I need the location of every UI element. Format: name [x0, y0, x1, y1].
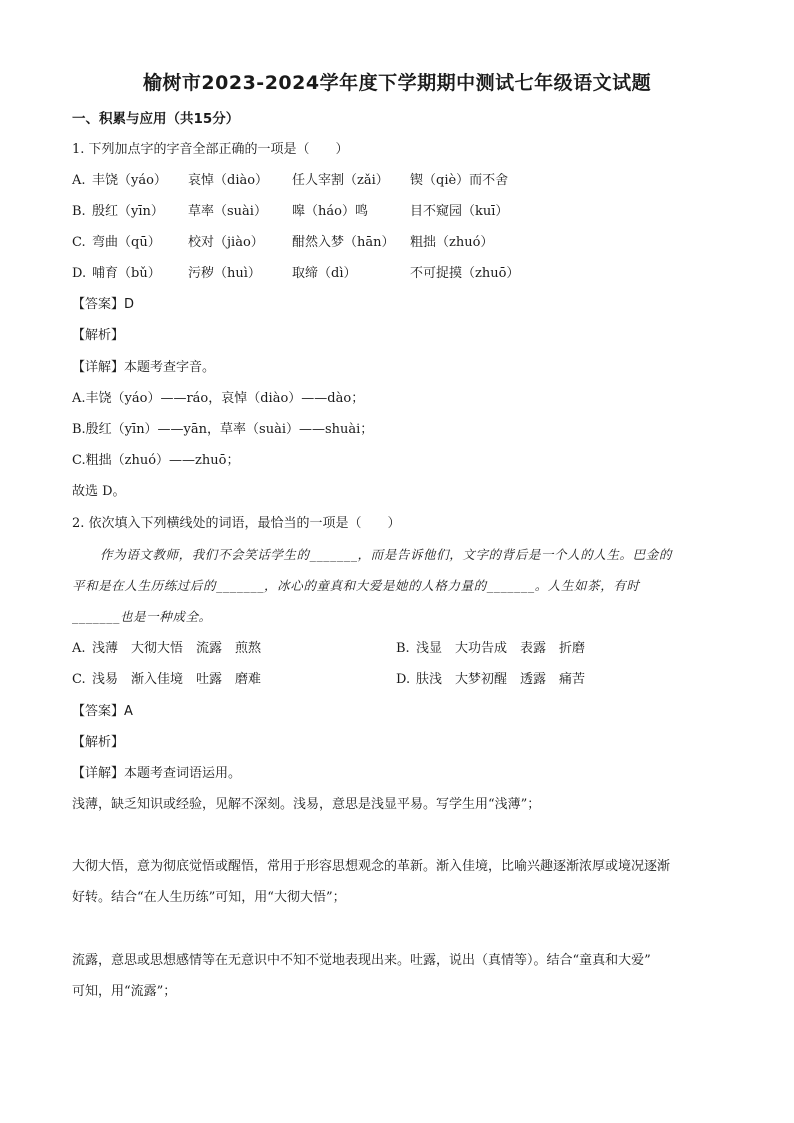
q2-answer: 【答案】A: [72, 704, 133, 719]
option-letter: C.: [72, 235, 86, 250]
option-item: 目不窥园（kuī）: [410, 204, 509, 219]
option-item: 不可捉摸（zhuō）: [410, 266, 520, 281]
page-title: 榆树市2023-2024学年度下学期期中测试七年级语文试题: [142, 72, 652, 94]
option-item: 丰饶（yáo）: [92, 173, 167, 188]
q1-detail: 【详解】本题考查字音。: [72, 360, 216, 375]
option-item: 哀悼（diào）: [188, 173, 269, 188]
q1-explanation-c: C.粗拙（zhuó）——zhuō；: [72, 453, 240, 468]
option-text: 浅显 大功告成 表露 折磨: [416, 641, 586, 656]
option-text: 浅易 渐入佳境 吐露 磨难: [92, 672, 262, 687]
option-item: 草率（suài）: [188, 204, 267, 219]
q2-explanation-1: 浅薄，缺乏知识或经验，见解不深刻。浅易，意思是浅显平易。写学生用“浅薄”；: [72, 797, 541, 812]
option-item: 哺育（bǔ）: [92, 266, 161, 281]
option-text: 肤浅 大梦初醒 透露 痛苦: [416, 672, 586, 687]
option-letter: D.: [72, 266, 87, 281]
option-letter: A.: [72, 173, 86, 188]
q1-explanation-b: B.殷红（yīn）——yān，草率（suài）——shuài；: [72, 422, 374, 437]
option-letter: C.: [72, 672, 86, 687]
q2-option-c: [72, 671, 261, 689]
option-item: 殷红（yīn）: [92, 204, 164, 219]
option-item: 酣然入梦（hān）: [292, 235, 395, 250]
option-letter: A.: [72, 641, 86, 656]
q2-detail: 【详解】本题考查词语运用。: [72, 766, 242, 781]
option-item: 取缔（dì）: [292, 266, 357, 281]
q1-answer: 【答案】D: [72, 297, 135, 312]
q1-option-d: [72, 265, 519, 283]
q2-explanation-2b: 好转。结合“在人生历练”可知，用“大彻大悟”；: [72, 890, 346, 905]
q1-option-a: [72, 172, 508, 190]
q2-option-b: [396, 640, 585, 658]
option-item: 锲（qiè）而不舍: [410, 173, 509, 188]
q1-explanation-a: A.丰饶（yáo）——ráo，哀悼（diào）——dào；: [72, 391, 365, 406]
q2-passage-line: 平和是在人生历练过后的_______，冰心的童真和大爱是她的人格力量的_______。人生如茶，有时: [72, 578, 640, 593]
q2-explanation-2a: 大彻大悟，意为彻底觉悟或醒悟，常用于形容思想观念的革新。渐入佳境，比喻兴趣逐渐浓厚或境况逐渐: [72, 859, 671, 874]
q1-analysis-label: 【解析】: [72, 328, 125, 343]
q1-option-c: [72, 234, 493, 252]
option-letter: B.: [72, 204, 86, 219]
option-letter: D.: [396, 672, 411, 687]
option-letter: B.: [396, 641, 410, 656]
q2-explanation-3a: 流露，意思或思想感情等在无意识中不知不觉地表现出来。吐露，说出（真情等）。结合“童真和大爱”: [72, 953, 651, 968]
q2-passage-line: 作为语文教师，我们不会笑话学生的_______，而是告诉他们，文字的背后是一个人的人生。巴金的: [100, 547, 672, 562]
option-item: 粗拙（zhuó）: [410, 235, 494, 250]
section-heading: 一、积累与应用（共15分）: [72, 111, 240, 127]
option-item: 校对（jiào）: [188, 235, 264, 250]
q2-stem: 2. 依次填入下列横线处的词语，最恰当的一项是（ ）: [72, 516, 401, 531]
option-text: 浅薄 大彻大悟 流露 煎熬: [92, 641, 262, 656]
q1-option-b: [72, 203, 508, 221]
option-item: 任人宰割（zǎi）: [292, 173, 389, 188]
q1-stem: 1. 下列加点字的字音全部正确的一项是（ ）: [72, 142, 349, 157]
option-item: 污秽（huì）: [188, 266, 261, 281]
option-item: 弯曲（qū）: [92, 235, 161, 250]
q1-conclusion: 故选 D。: [72, 484, 126, 499]
option-item: 嗥（háo）鸣: [292, 204, 368, 219]
q2-analysis-label: 【解析】: [72, 735, 125, 750]
q2-option-d: [396, 671, 585, 689]
q2-passage-line: _______也是一种成全。: [72, 609, 212, 624]
q2-option-a: [72, 640, 261, 658]
q2-explanation-3b: 可知，用“流露”；: [72, 984, 177, 999]
